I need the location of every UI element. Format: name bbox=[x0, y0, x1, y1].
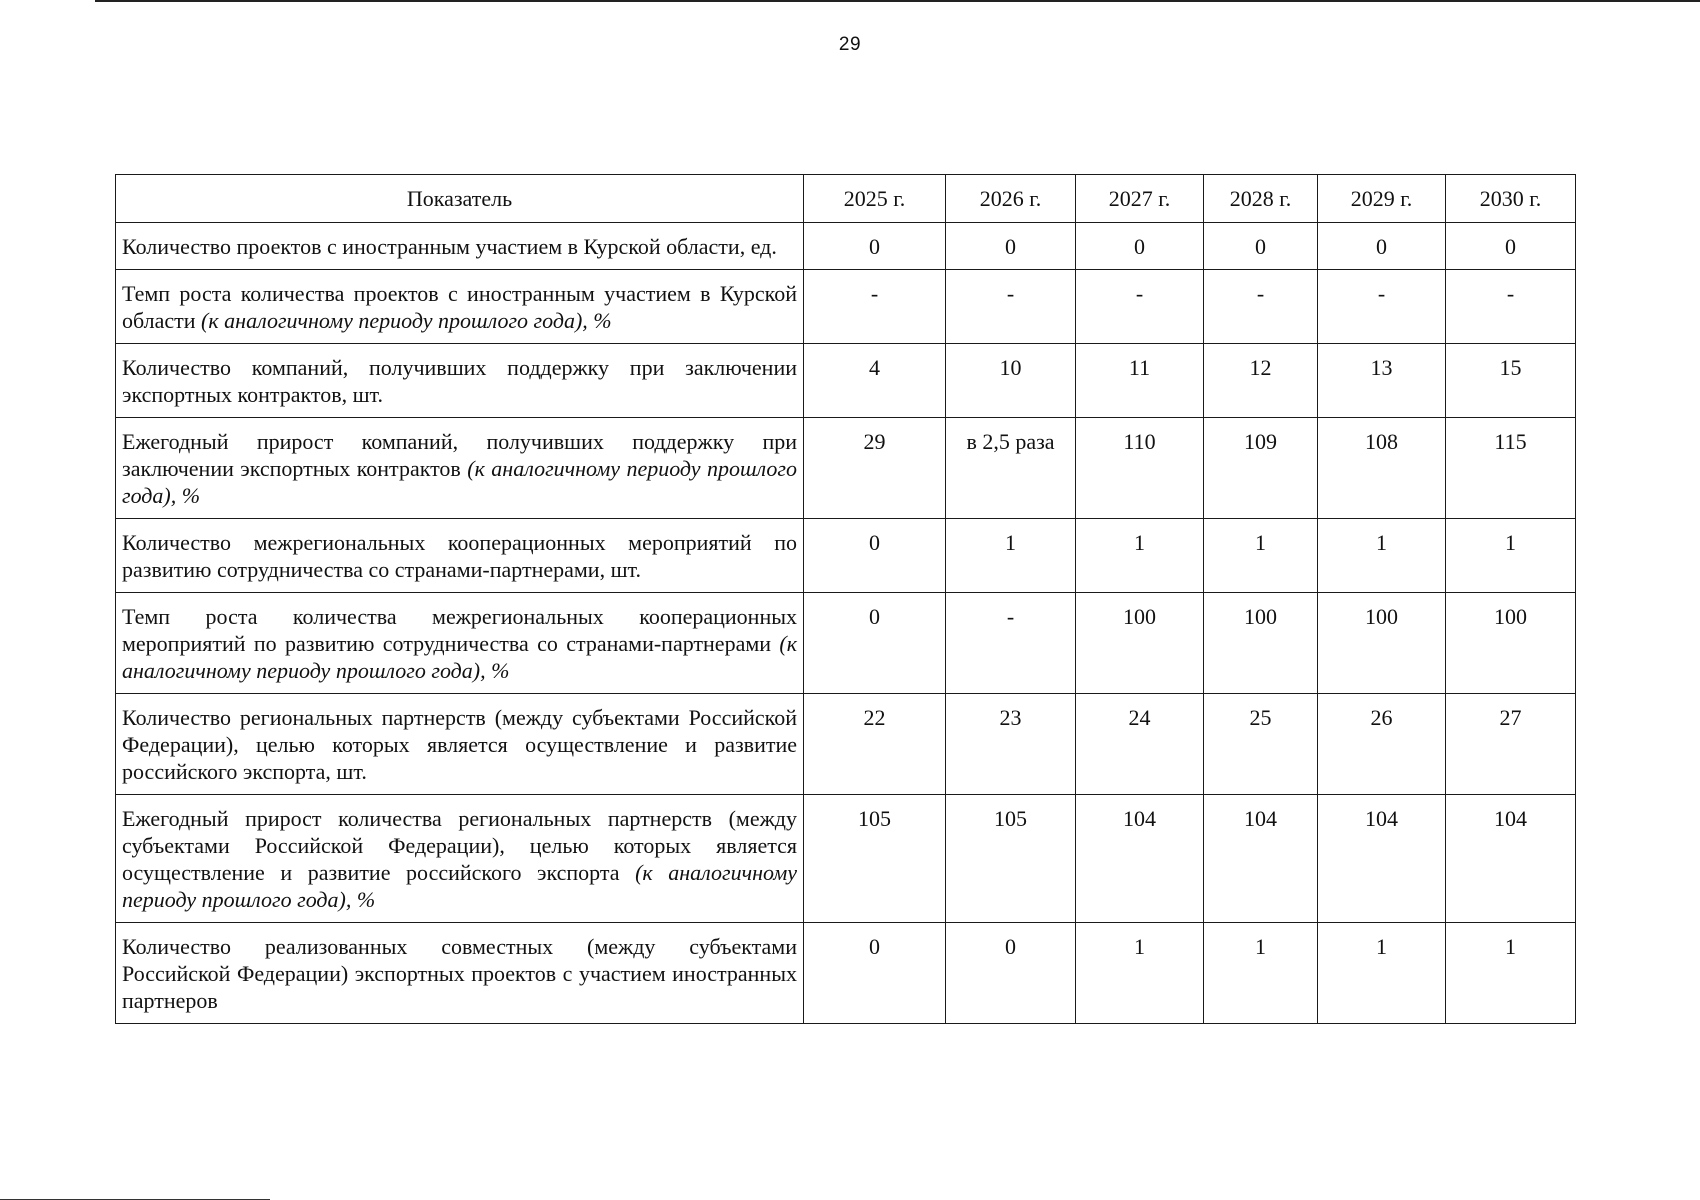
value-2029: - bbox=[1318, 270, 1446, 344]
indicator-label-text: Ежегодный прирост количества региональных партнерств (между субъектами Российской Федерации), целью которых является осуществление и развитие российского экспорта bbox=[122, 806, 797, 885]
indicator-label bbox=[116, 593, 804, 694]
indicator-label-note: (к аналогичному периоду прошлого года), % bbox=[122, 456, 797, 508]
value-2029: 1 bbox=[1318, 519, 1446, 593]
value-2025: 0 bbox=[804, 519, 946, 593]
value-2028: - bbox=[1204, 270, 1318, 344]
value-2028: 25 bbox=[1204, 694, 1318, 795]
value-2026: 0 bbox=[946, 923, 1076, 1024]
indicator-label bbox=[116, 223, 804, 270]
value-2030: 0 bbox=[1446, 223, 1576, 270]
value-2029: 1 bbox=[1318, 923, 1446, 1024]
indicator-label bbox=[116, 270, 804, 344]
table-row bbox=[116, 270, 1576, 344]
value-2029: 108 bbox=[1318, 418, 1446, 519]
value-2029: 104 bbox=[1318, 795, 1446, 923]
header-year-2030: 2030 г. bbox=[1446, 175, 1576, 223]
value-2025: 0 bbox=[804, 593, 946, 694]
indicator-label bbox=[116, 795, 804, 923]
indicator-label-note: (к аналогичному периоду прошлого года), % bbox=[122, 860, 797, 912]
value-2026: 23 bbox=[946, 694, 1076, 795]
indicator-label bbox=[116, 923, 804, 1024]
indicator-label bbox=[116, 694, 804, 795]
header-row bbox=[116, 175, 1576, 223]
value-2028: 1 bbox=[1204, 923, 1318, 1024]
header-year-2028: 2028 г. bbox=[1204, 175, 1318, 223]
value-2030: 100 bbox=[1446, 593, 1576, 694]
indicator-label-text: Темп роста количества проектов с иностранным участием в Курской области bbox=[122, 281, 797, 333]
value-2028: 109 bbox=[1204, 418, 1318, 519]
indicator-label bbox=[116, 344, 804, 418]
value-2029: 26 bbox=[1318, 694, 1446, 795]
indicator-label-note: (к аналогичному периоду прошлого года), % bbox=[201, 308, 612, 333]
value-2030: 1 bbox=[1446, 923, 1576, 1024]
value-2028: 104 bbox=[1204, 795, 1318, 923]
value-2025: 22 bbox=[804, 694, 946, 795]
table-row bbox=[116, 694, 1576, 795]
table-row bbox=[116, 795, 1576, 923]
scan-edge-top bbox=[95, 0, 1700, 2]
indicator-label-text: Количество межрегиональных кооперационных мероприятий по развитию сотрудничества со странами-партнерами, шт. bbox=[122, 530, 797, 582]
table-body bbox=[116, 223, 1576, 1024]
table-row bbox=[116, 923, 1576, 1024]
value-2026: - bbox=[946, 270, 1076, 344]
value-2030: 27 bbox=[1446, 694, 1576, 795]
value-2027: 1 bbox=[1076, 923, 1204, 1024]
value-2026: 105 bbox=[946, 795, 1076, 923]
header-year-2027: 2027 г. bbox=[1076, 175, 1204, 223]
value-2025: 0 bbox=[804, 923, 946, 1024]
value-2027: 104 bbox=[1076, 795, 1204, 923]
header-year-2026: 2026 г. bbox=[946, 175, 1076, 223]
table-row bbox=[116, 519, 1576, 593]
value-2027: 100 bbox=[1076, 593, 1204, 694]
indicators-table bbox=[115, 174, 1576, 1024]
value-2030: 1 bbox=[1446, 519, 1576, 593]
indicator-label-text: Количество компаний, получивших поддержку при заключении экспортных контрактов, шт. bbox=[122, 355, 797, 407]
value-2027: 1 bbox=[1076, 519, 1204, 593]
value-2025: - bbox=[804, 270, 946, 344]
indicator-label-text: Количество региональных партнерств (между субъектами Российской Федерации), целью которых является осуществление и развитие российского экспорта, шт. bbox=[122, 705, 797, 784]
value-2026: 1 bbox=[946, 519, 1076, 593]
header-year-2025: 2025 г. bbox=[804, 175, 946, 223]
indicator-label-text: Количество реализованных совместных (между субъектами Российской Федерации) экспортных проектов с участием иностранных партнеров bbox=[122, 934, 797, 1013]
indicator-label bbox=[116, 418, 804, 519]
value-2028: 12 bbox=[1204, 344, 1318, 418]
value-2026: 10 bbox=[946, 344, 1076, 418]
table-row bbox=[116, 593, 1576, 694]
value-2029: 13 bbox=[1318, 344, 1446, 418]
header-indicator: Показатель bbox=[116, 175, 804, 223]
value-2026: 0 bbox=[946, 223, 1076, 270]
value-2025: 0 bbox=[804, 223, 946, 270]
indicator-label-text: Темп роста количества межрегиональных кооперационных мероприятий по развитию сотрудничества со странами-партнерами bbox=[122, 604, 797, 656]
value-2029: 100 bbox=[1318, 593, 1446, 694]
value-2025: 4 bbox=[804, 344, 946, 418]
page-number: 29 bbox=[838, 34, 862, 55]
value-2027: 110 bbox=[1076, 418, 1204, 519]
value-2025: 29 bbox=[804, 418, 946, 519]
value-2028: 100 bbox=[1204, 593, 1318, 694]
value-2030: 104 bbox=[1446, 795, 1576, 923]
value-2030: 15 bbox=[1446, 344, 1576, 418]
indicator-label-note: (к аналогичному периоду прошлого года), % bbox=[122, 631, 797, 683]
value-2027: 24 bbox=[1076, 694, 1204, 795]
value-2028: 0 bbox=[1204, 223, 1318, 270]
value-2025: 105 bbox=[804, 795, 946, 923]
header-year-2029: 2029 г. bbox=[1318, 175, 1446, 223]
value-2030: - bbox=[1446, 270, 1576, 344]
value-2027: 0 bbox=[1076, 223, 1204, 270]
table-row bbox=[116, 344, 1576, 418]
indicator-label bbox=[116, 519, 804, 593]
indicator-label-text: Ежегодный прирост компаний, получивших поддержку при заключении экспортных контрактов bbox=[122, 429, 797, 481]
table-row bbox=[116, 223, 1576, 270]
value-2027: - bbox=[1076, 270, 1204, 344]
indicator-label-text: Количество проектов с иностранным участием в Курской области, ед. bbox=[122, 234, 777, 259]
table-row bbox=[116, 418, 1576, 519]
value-2030: 115 bbox=[1446, 418, 1576, 519]
table-header bbox=[116, 175, 1576, 223]
value-2026: в 2,5 раза bbox=[946, 418, 1076, 519]
value-2027: 11 bbox=[1076, 344, 1204, 418]
value-2029: 0 bbox=[1318, 223, 1446, 270]
value-2026: - bbox=[946, 593, 1076, 694]
value-2028: 1 bbox=[1204, 519, 1318, 593]
